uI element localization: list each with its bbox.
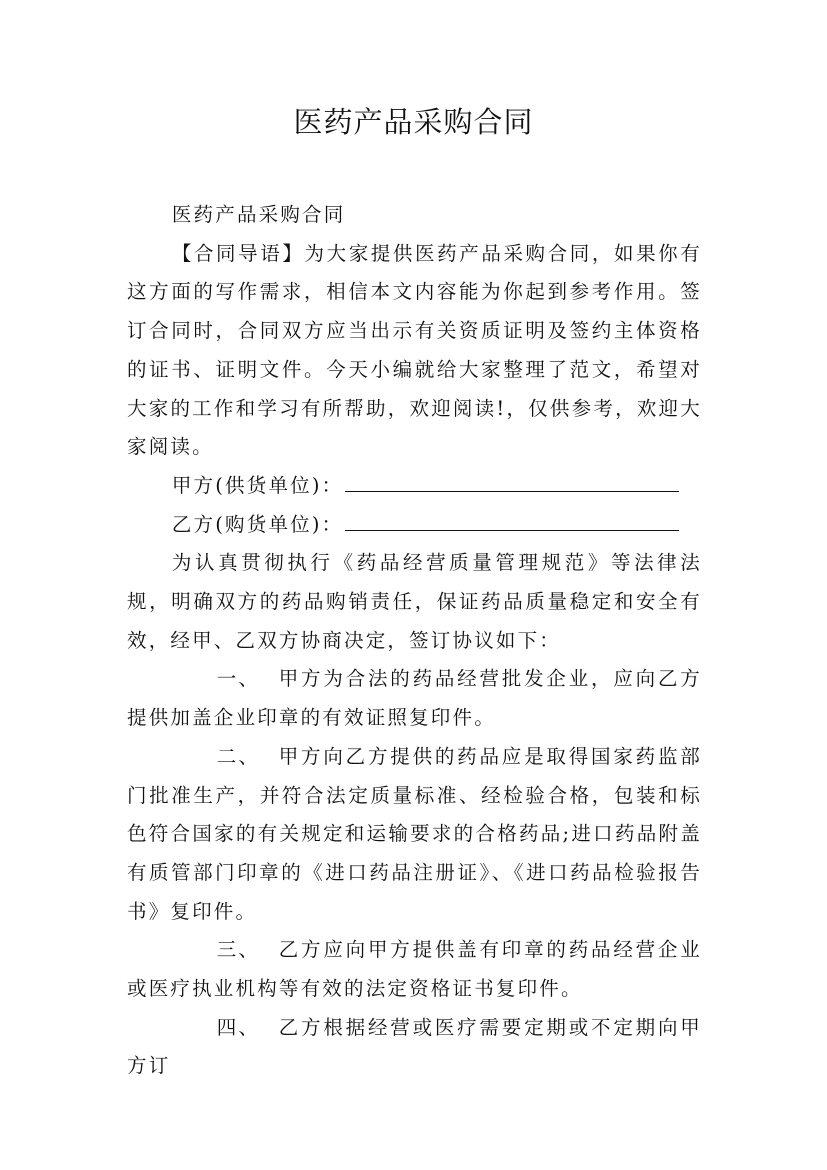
party-a-label: 甲方(供货单位)： (171, 473, 344, 497)
intro-paragraph: 【合同导语】为大家提供医药产品采购合同，如果你有这方面的写作需求，相信本文内容能为你起到参考作用。签订合同时，合同双方应当出示有关资质证明及签约主体资格的证书、证明文件。今天小编就给大家整理了范文，希望对大家的工作和学习有所帮助，欢迎阅读!，仅供参考，欢迎大家阅读。 (127, 241, 702, 459)
clause-3-number: 三、 (216, 938, 261, 962)
clause-2-text: 甲方向乙方提供的药品应是取得国家药监部门批准生产，并符合法定质量标准、经检验合格，包装和标色符合国家的有关规定和运输要求的合格药品;进口药品附盖有质管部门印章的《进口药品注册证》、《进口药品检验报告书》复印件。 (127, 744, 702, 923)
clause-4 (127, 1009, 702, 1086)
document-subtitle: 医药产品采购合同 (171, 203, 346, 226)
clause-1-number: 一、 (216, 667, 261, 691)
clause-1-text: 甲方为合法的药品经营批发企业，应向乙方提供加盖企业印章的有效证照复印件。 (127, 667, 702, 730)
preamble-paragraph: 为认真贯彻执行《药品经营质量管理规范》等法律法规，明确双方的药品购销责任，保证药品质量稳定和安全有效，经甲、乙双方协商决定，签订协议如下： (127, 551, 702, 652)
clause-3 (127, 931, 702, 1008)
clause-2-number: 二、 (216, 744, 261, 768)
party-b-line (127, 506, 702, 545)
document-title: 医药产品采购合同 (293, 105, 534, 139)
clause-2 (127, 738, 702, 932)
party-a-line (127, 467, 702, 506)
clause-3-text: 乙方应向甲方提供盖有印章的药品经营企业或医疗执业机构等有效的法定资格证书复印件。 (127, 938, 702, 1001)
document-body (127, 196, 702, 1086)
party-b-label: 乙方(购货单位)： (171, 512, 344, 536)
party-b-blank-field (345, 508, 679, 531)
clause-4-text: 乙方根据经营或医疗需要定期或不定期向甲方订 (127, 1015, 702, 1078)
clause-1 (127, 660, 702, 737)
party-a-blank-field (345, 469, 679, 492)
clause-4-number: 四、 (216, 1015, 261, 1039)
